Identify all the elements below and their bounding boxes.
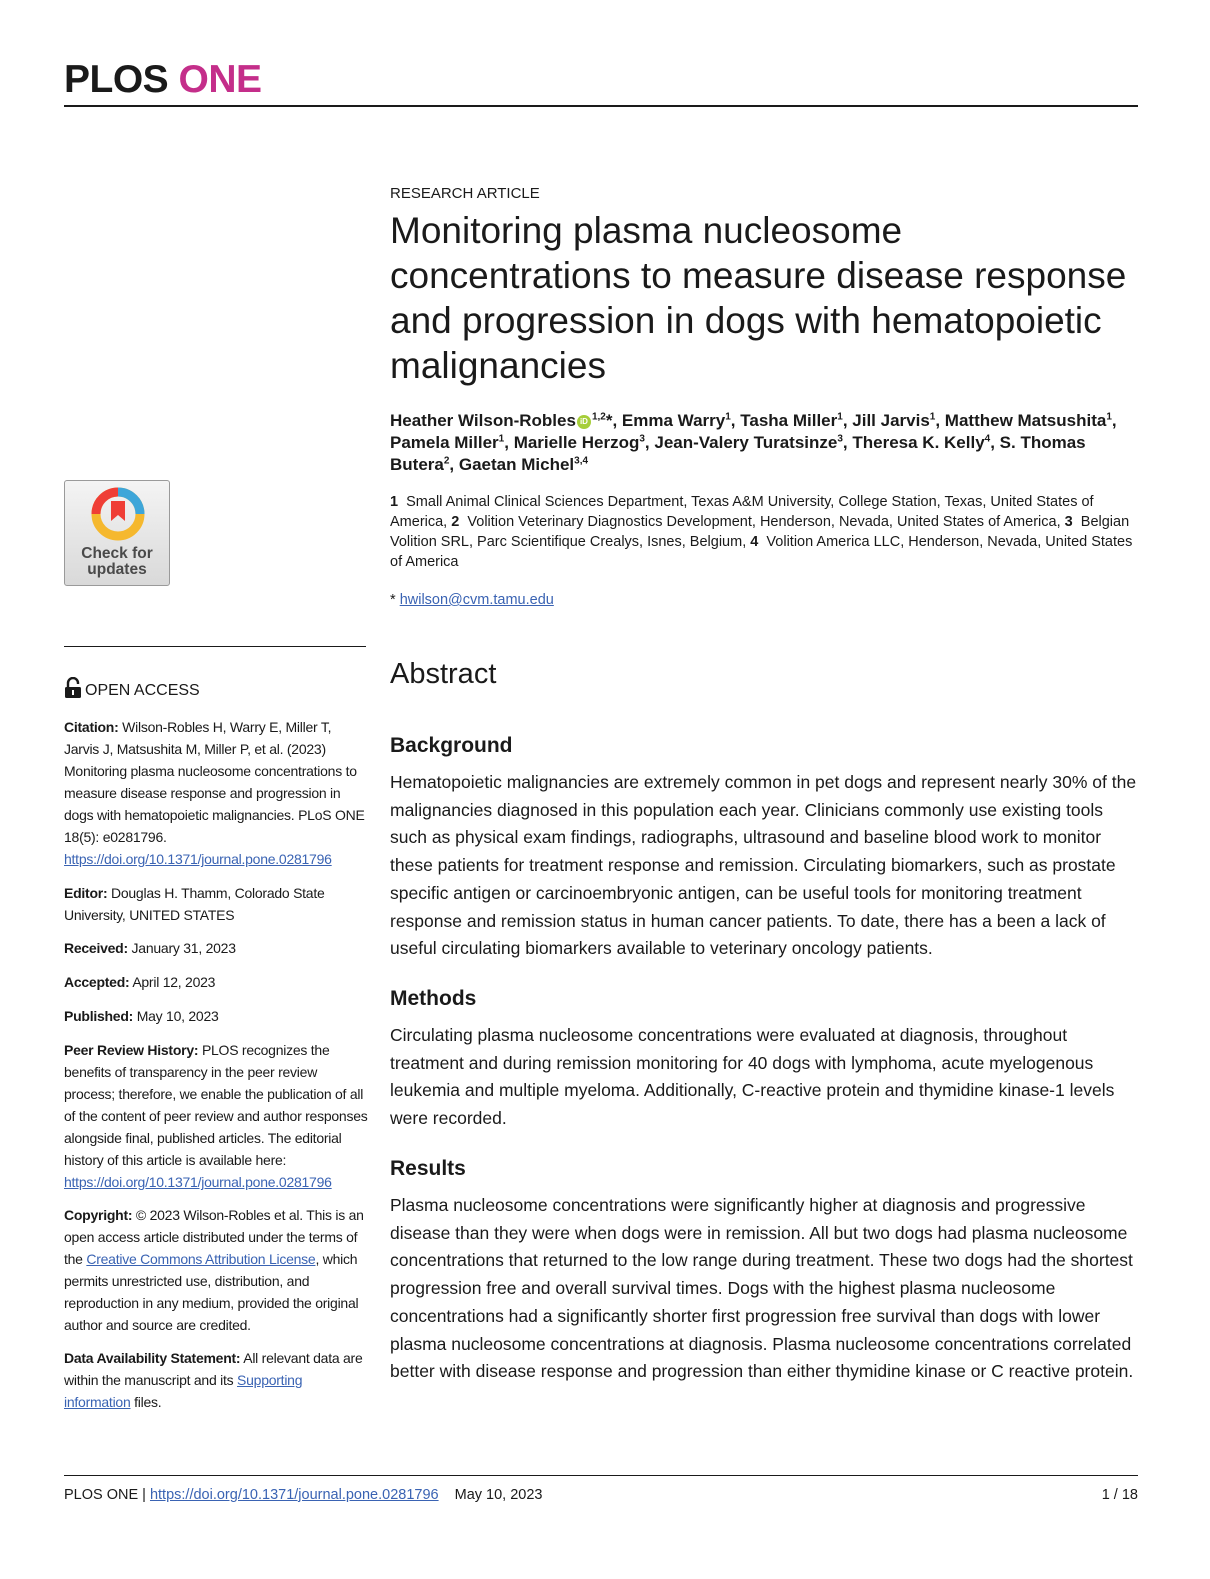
open-lock-icon <box>64 677 82 704</box>
orcid-icon[interactable]: iD <box>577 415 591 429</box>
author: Heather Wilson-Robles iD $^{1,2}$* <box>390 411 613 430</box>
author-affiliation-marker: 3 <box>639 433 645 445</box>
editor-block: Editor: Douglas H. Thamm, Colorado State University, UNITED STATES <box>64 885 325 923</box>
affiliation-text: Volition Veterinary Diagnostics Development, Henderson, Nevada, United States of America, <box>467 514 1061 530</box>
author <box>852 411 935 430</box>
logo-plos-text: PLOS <box>64 58 169 101</box>
author-name: Heather Wilson-Robles <box>390 411 576 430</box>
check-for-updates-button[interactable] <box>64 480 170 586</box>
author-affiliation-marker: 1 <box>1106 411 1112 423</box>
citation-block: Citation: Wilson-Robles H, Warry E, Miller T, Jarvis J, Matsushita M, Miller P, et al. (2023) Monitoring plasma nucleosome concentrations to measure disease response and progression in dogs with hematopoietic malignancies. PLoS ONE 18(5): e0281796. https://doi.org/10.1371/journal.pone.0281796 <box>64 719 365 867</box>
affiliation-number: 3 <box>1064 514 1073 530</box>
author-name: Gaetan Michel <box>458 455 575 474</box>
author-name: Theresa K. Kelly <box>852 433 985 452</box>
author <box>654 433 843 452</box>
author-affiliation-marker: 1 <box>725 411 731 423</box>
sidebar-divider <box>64 646 366 647</box>
footer-divider <box>64 1475 1138 1476</box>
abstract-heading: Abstract <box>390 658 497 690</box>
published-date: Published: May 10, 2023 <box>64 1008 219 1024</box>
author-name: Marielle Herzog <box>513 433 640 452</box>
page-number: 1 / 18 <box>1101 1487 1138 1503</box>
methods-heading: Methods <box>390 987 477 1010</box>
affiliation-text: Small Animal Clinical Sciences Department, Texas A&M University, College Station, Texas, United States of America, <box>390 494 1094 530</box>
footer-doi-link[interactable]: https://doi.org/10.1371/journal.pone.0281796 <box>149 1487 439 1503</box>
logo-one-text: ONE <box>178 58 262 101</box>
author-name: Emma Warry <box>621 411 726 430</box>
author-name: S. Thomas Butera <box>390 433 1086 474</box>
results-heading: Results <box>390 1157 466 1180</box>
peer-review-block: Peer Review History: PLOS recognizes the benefits of transparency in the peer review process; therefore, we enable the publication of all of the content of peer review and author responses alongside final, published articles. The editorial history of this article is available here: https://doi.org/10.1371/journal.pone.0281796 <box>64 1042 368 1190</box>
email-link[interactable]: hwilson@cvm.tamu.edu <box>399 592 554 608</box>
author-name: Jean-Valery Turatsinze <box>654 433 838 452</box>
check-updates-label: Check for updates <box>81 545 153 578</box>
author-affiliation-marker: 2 <box>443 455 450 467</box>
author <box>622 411 731 430</box>
author-affiliation-marker: 4 <box>984 433 991 445</box>
author <box>459 455 588 474</box>
author-affiliation-marker: 3,4 <box>574 455 589 467</box>
affiliation-number: 2 <box>451 514 460 530</box>
correspondence: * hwilson@cvm.tamu.edu <box>390 592 554 608</box>
author-name: Pamela Miller <box>390 433 499 452</box>
author-list: Heather Wilson-Robles iD $^{1,2}$*, Emma Warry$^1$, Tasha Miller$^1$, Jill Jarvis$^1$, Matthew Matsushita$^1$, Pamela Miller$^1$, Marielle Herzog$^3$, Jean-Valery Turatsinze$^3$, Theresa K. Kelly$^4$, S. Thomas Butera$^2$, Gaetan Michel$^{3,4}$ <box>390 411 1117 474</box>
affiliation-text: Belgian Volition SRL, Parc Scientifique Crealys, Isnes, Belgium, <box>390 514 1130 550</box>
author-affiliation-marker: 1 <box>929 411 936 423</box>
peer-review-link[interactable]: https://doi.org/10.1371/journal.pone.0281796 <box>64 1174 332 1190</box>
author-name: Tasha Miller <box>740 411 838 430</box>
author <box>740 411 843 430</box>
citation-doi-link[interactable]: https://doi.org/10.1371/journal.pone.0281796 <box>64 851 332 867</box>
page-footer <box>64 1487 543 1503</box>
background-heading: Background <box>390 734 513 757</box>
article-title: Monitoring plasma nucleosome concentrations to measure disease response and progression in dogs with hematopoietic malignancies <box>390 210 1127 386</box>
copyright-block: Copyright: © 2023 Wilson-Robles et al. This is an open access article distributed under the terms of the Creative Commons Attribution License, which permits unrestricted use, distribution, and reproduction in any medium, provided the original author and source are credited. <box>64 1207 364 1333</box>
journal-logo[interactable] <box>64 58 262 102</box>
affiliation-number: 4 <box>750 534 759 550</box>
crossmark-icon <box>91 487 145 541</box>
footer-date: May 10, 2023 <box>454 1487 543 1503</box>
author <box>852 433 990 452</box>
author-name: Jill Jarvis <box>852 411 930 430</box>
received-date: Received: January 31, 2023 <box>64 940 236 956</box>
author <box>514 433 645 452</box>
open-access-label: OPEN ACCESS <box>64 677 200 704</box>
author-affiliation-marker: 1 <box>837 411 843 423</box>
affiliation-text: Volition America LLC, Henderson, Nevada, United States of America <box>390 534 1133 570</box>
header-divider <box>64 105 1138 107</box>
article-type: RESEARCH ARTICLE <box>390 185 540 202</box>
footer-journal: PLOS ONE | <box>64 1487 146 1503</box>
author-affiliation-marker: 3 <box>837 433 843 445</box>
license-link[interactable]: Creative Commons Attribution License <box>86 1251 316 1267</box>
supporting-information-link[interactable]: Supporting information <box>64 1372 303 1410</box>
author-affiliation-marker: 1,2 <box>591 411 606 423</box>
author <box>390 433 504 452</box>
methods-text: Circulating plasma nucleosome concentrations were evaluated at diagnosis, throughout treatment and during remission monitoring for 40 dogs with lymphoma, acute myelogenous leukemia and multiple myeloma. Additionally, C-reactive protein and thymidine kinase-1 levels were recorded. <box>390 1025 1115 1129</box>
results-text: Plasma nucleosome concentrations were significantly higher at diagnosis and progressive disease than they were when dogs were in remission. All but two dogs had plasma nucleosome concentrations that returned to the low range during treatment. These two dogs had the shortest progression free and overall survival times. Dogs with the highest plasma nucleosome concentrations had a significantly shorter first progression free survival than dogs with lower plasma nucleosome concentrations at diagnosis. Plasma nucleosome concentrations correlated better with disease response and progression than either thymidine kinase or C reactive protein. <box>390 1195 1134 1382</box>
data-availability-block: Data Availability Statement: All relevant data are within the manuscript and its Supporting information files. <box>64 1350 363 1410</box>
author <box>945 411 1112 430</box>
accepted-date: Accepted: April 12, 2023 <box>64 974 216 990</box>
author-name: Matthew Matsushita <box>944 411 1107 430</box>
background-text: Hematopoietic malignancies are extremely common in pet dogs and represent nearly 30% of the malignancies diagnosed in this population each year. Clinicians commonly use existing tools such as physical exam findings, radiographs, ultrasound and baseline blood work to monitor these patients for treatment response and remission. Circulating biomarkers, such as prostate specific antigen or carcinoembryonic antigen, can be useful tools for monitoring treatment response and remission status in human cancer patients. To date, there has a been a lack of useful circulating biomarkers available to veterinary oncology patients. <box>390 772 1137 959</box>
author-affiliation-marker: 1 <box>498 433 505 445</box>
affiliation-number: 1 <box>390 494 399 510</box>
affiliations <box>390 492 1140 572</box>
